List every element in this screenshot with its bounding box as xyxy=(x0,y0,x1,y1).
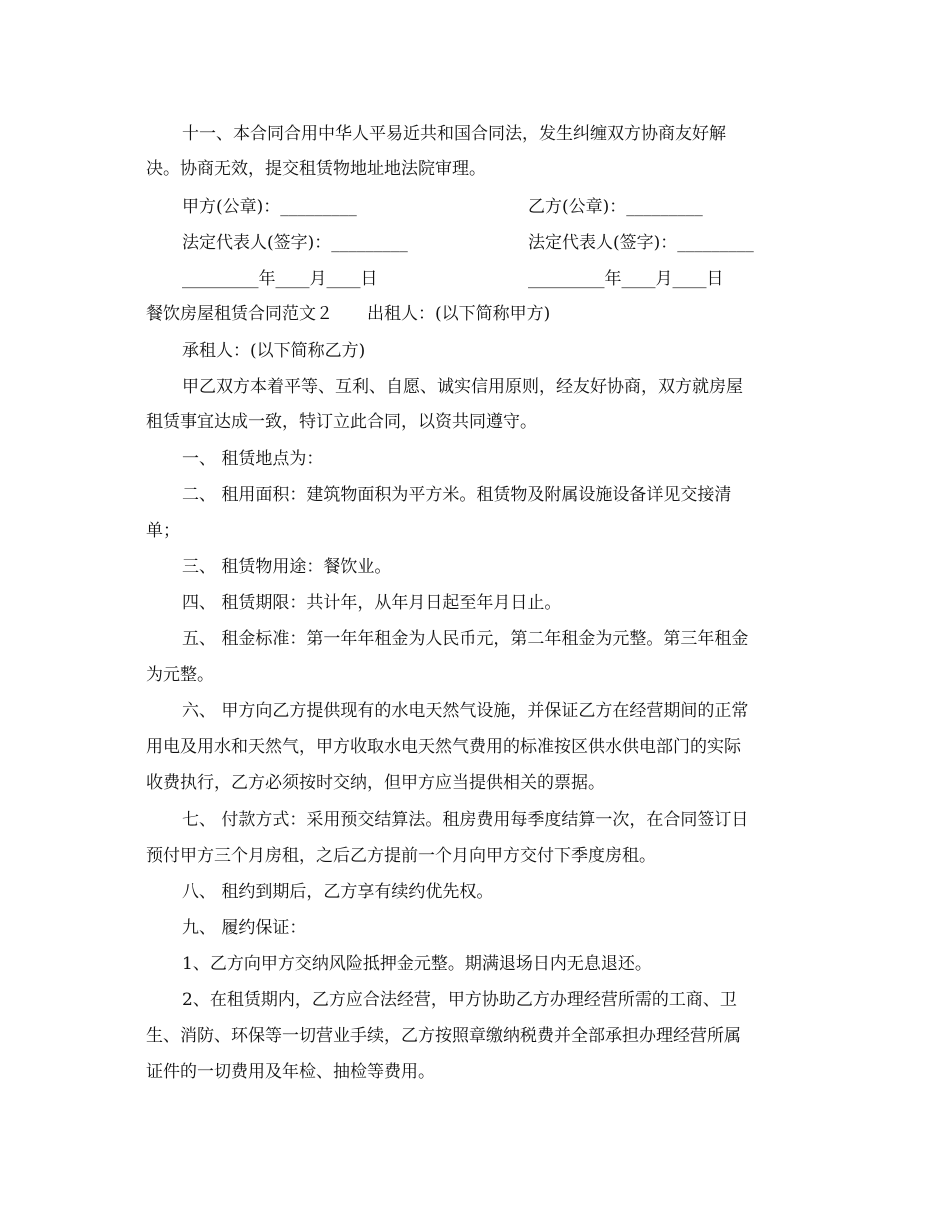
item-5-line-1: 五、 租金标准：第一年年租金为人民币元，第二年租金为元整。第三年租金 xyxy=(182,629,749,649)
party-b-representative: 法定代表人(签字)：_________ xyxy=(528,233,754,253)
item-1: 一、 租赁地点为： xyxy=(182,449,324,469)
item-9-subitem-1: 1、乙方向甲方交纳风险抵押金元整。期满退场日内无息退还。 xyxy=(182,954,652,974)
item-2-line-2: 单； xyxy=(146,521,180,541)
item-6-line-3: 收费执行，乙方必须按时交纳，但甲方应当提供相关的票据。 xyxy=(146,773,605,793)
item-7-line-2: 预付甲方三个月房租，之后乙方提前一个月向甲方交付下季度房租。 xyxy=(146,846,656,866)
intro-line-1: 甲乙双方本着平等、互利、自愿、诚实信用原则，经友好协商，双方就房屋 xyxy=(182,377,743,397)
contract-heading: 餐饮房屋租赁合同范文２ 出租人：(以下简称甲方) xyxy=(146,304,551,324)
party-b-date: _________年____月____日 xyxy=(528,269,724,289)
party-a-seal: 甲方(公章)：_________ xyxy=(182,197,357,217)
item-9-subitem-2-line-3: 证件的一切费用及年检、抽检等费用。 xyxy=(146,1062,435,1082)
item-7-line-1: 七、 付款方式：采用预交结算法。租房费用每季度结算一次，在合同签订日 xyxy=(182,810,749,830)
clause-11-line-1: 十一、本合同合用中华人平易近共和国合同法，发生纠缠双方协商友好解 xyxy=(182,124,726,144)
item-3: 三、 租赁物用途：餐饮业。 xyxy=(182,557,392,577)
intro-line-2: 租赁事宜达成一致，特订立此合同，以资共同遵守。 xyxy=(146,412,537,432)
item-6-line-1: 六、 甲方向乙方提供现有的水电天然气设施，并保证乙方在经营期间的正常 xyxy=(182,701,749,721)
item-5-line-2: 为元整。 xyxy=(146,665,214,685)
party-b-seal: 乙方(公章)：_________ xyxy=(528,197,703,217)
item-9-subitem-2-line-1: 2、在租赁期内，乙方应合法经营，甲方协助乙方办理经营所需的工商、卫 xyxy=(182,990,737,1010)
party-a-date: _________年____月____日 xyxy=(182,269,378,289)
item-4: 四、 租赁期限：共计年，从年月日起至年月日止。 xyxy=(182,593,562,613)
lessee-line: 承租人：(以下简称乙方) xyxy=(182,341,366,361)
item-9-subitem-2-line-2: 生、消防、环保等一切营业手续，乙方按照章缴纳税费并全部承担办理经营所属 xyxy=(146,1026,741,1046)
item-8: 八、 租约到期后，乙方享有续约优先权。 xyxy=(182,882,494,902)
party-a-representative: 法定代表人(签字)：_________ xyxy=(182,233,408,253)
item-2-line-1: 二、 租用面积：建筑物面积为平方米。租赁物及附属设施设备详见交接清 xyxy=(182,485,732,505)
item-6-line-2: 用电及用水和天然气，甲方收取水电天然气费用的标准按区供水供电部门的实际 xyxy=(146,737,741,757)
clause-11-line-2: 决。协商无效，提交租赁物地址地法院审理。 xyxy=(146,159,486,179)
item-9: 九、 履约保证： xyxy=(182,918,307,938)
